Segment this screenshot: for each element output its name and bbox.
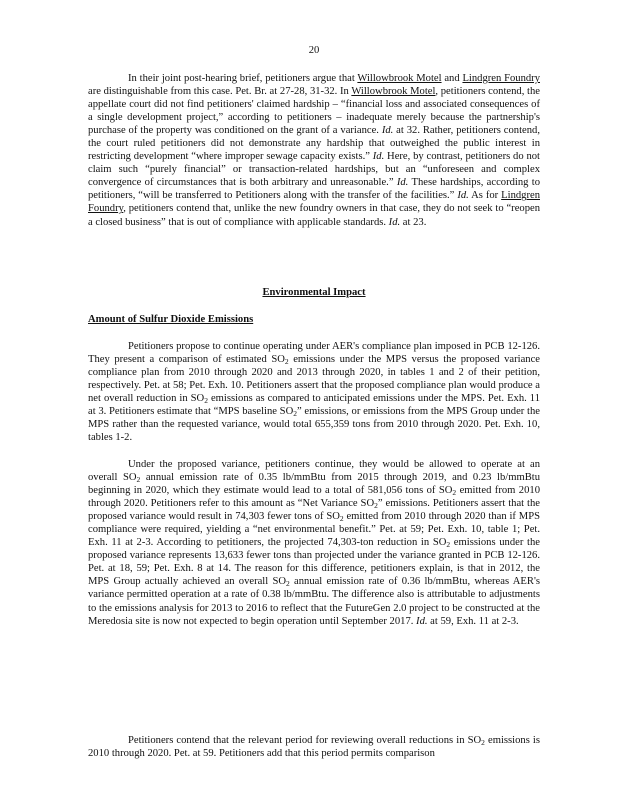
section-heading: Environmental Impact	[262, 287, 366, 298]
case-name: Willowbrook Motel	[357, 73, 442, 84]
subsection-heading: Amount of Sulfur Dioxide Emissions	[88, 314, 254, 325]
citation: Id.	[372, 151, 385, 163]
case-name: Lindgren Foundry	[462, 73, 540, 84]
paragraph-relevant-period: Petitioners contend that the relevant period for reviewing overall reductions in $SO_2$ emissions is 2010 through 2020. Pet. at 59. Petitioners add that this period permits comparison	[88, 735, 540, 760]
page-number: 20	[308, 45, 320, 56]
citation: Id.	[457, 190, 469, 202]
case-name: Lindgren Foundry	[88, 190, 540, 215]
citation: Id.	[396, 177, 409, 189]
paragraph-emissions-comparison: Petitioners propose to continue operating under AER's compliance plan imposed in PCB 12-126. They present a comparison of estimated $SO_2$ emissions under the MPS versus the proposed variance compliance plan from 2010 through 2020 and 2013 through 2020, in tables 1 and 2 of their petition, respectively. Pet. at 58; Pet. Exh. 10. Petitioners assert that the proposed compliance plan would produce a net overall reduction in $SO_2$ emissions as compared to anticipated emissions under the MPS. Pet. Exh. 11 at 3. Petitioners estimate that “MPS baseline $SO_2$” emissions, or emissions from the MPS Group under the MPS rather than the requested variance, would total 655,359 tons from 2010 through 2020. Pet. Exh. 10, tables 1-2.	[88, 341, 540, 444]
citation: Id.	[416, 615, 428, 627]
citation: Id.	[388, 216, 401, 228]
citation: Id.	[381, 125, 394, 137]
paragraph-proposed-variance: Under the proposed variance, petitioners continue, they would be allowed to operate at an overall $SO_2$ annual emission rate of 0.35 lb/mmBtu from 2015 through 2019, and 0.23 lb/mmBtu beginning in 2020, which they estimate would lead to a total of 581,056 tons of $SO_2$ emitted from 2010 through 2020. Petitioners refer to this amount as “Net Variance $SO_2$” emissions. Petitioners assert that the proposed variance would result in 74,303 fewer tons of $SO_2$ emitted from 2010 through 2020 than if MPS compliance were required, yielding a “net environmental benefit.” Pet. at 59; Pet. Exh. 10, table 1; Pet. Exh. 11 at 2-3. According to petitioners, the projected 74,303-ton reduction in $SO_2$ emissions under the proposed variance represents 13,633 fewer tons than projected under the variance granted in PCB 12-126. Pet. at 18, 59; Pet. Exh. 8 at 14. The reason for this difference, petitioners explain, is that in 2012, the MPS Group actually achieved an overall $SO_2$ annual emission rate of 0.36 lb/mmBtu, whereas AER's variance permitted operation at a rate of 0.38 lb/mmBtu. The difference also is attributable to adjustments to the emissions analysis for 2013 to 2016 to reflect that the FutureGen 2.0 project to be constructed at the Meredosia site is now not expected to begin operation until September 2017. Id. at 59, Exh. 11 at 2-3.	[88, 459, 541, 627]
paragraph-hardship-argument: In their joint post-hearing brief, petitioners argue that Willowbrook Motel and Lindgren Foundry are distinguishable from this case. Pet. Br. at 27-28, 31-32. In Willowbrook Motel, petitioners contend, the appellate court did not find petitioners' claimed hardship – “financial loss and associated consequences of a single development project,” according to petitioners – inadequate merely because the partnership's purchase of the property was conditioned on the grant of a variance. Id. at 32. Rather, petitioners contend, the court ruled petitioners did not demonstrate any hardship that outweighed the public interest in restricting development “where improper sewage capacity exists.” Id. Here, by contrast, petitioners do not claim such “purely financial” or transaction-related hardships, but an “unforeseen and complex convergence of circumstances that is both arbitrary and unreasonable.” Id. These hardships, according to petitioners, “will be transferred to Petitioners along with the transfer of the facilities.” Id. As for Lindgren Foundry, petitioners contend that, unlike the new foundry owners in that case, they do not seek to “reopen a closed business” that is out of compliance with applicable standards. Id. at 23.	[88, 73, 540, 228]
case-name: Willowbrook Motel	[351, 86, 436, 98]
